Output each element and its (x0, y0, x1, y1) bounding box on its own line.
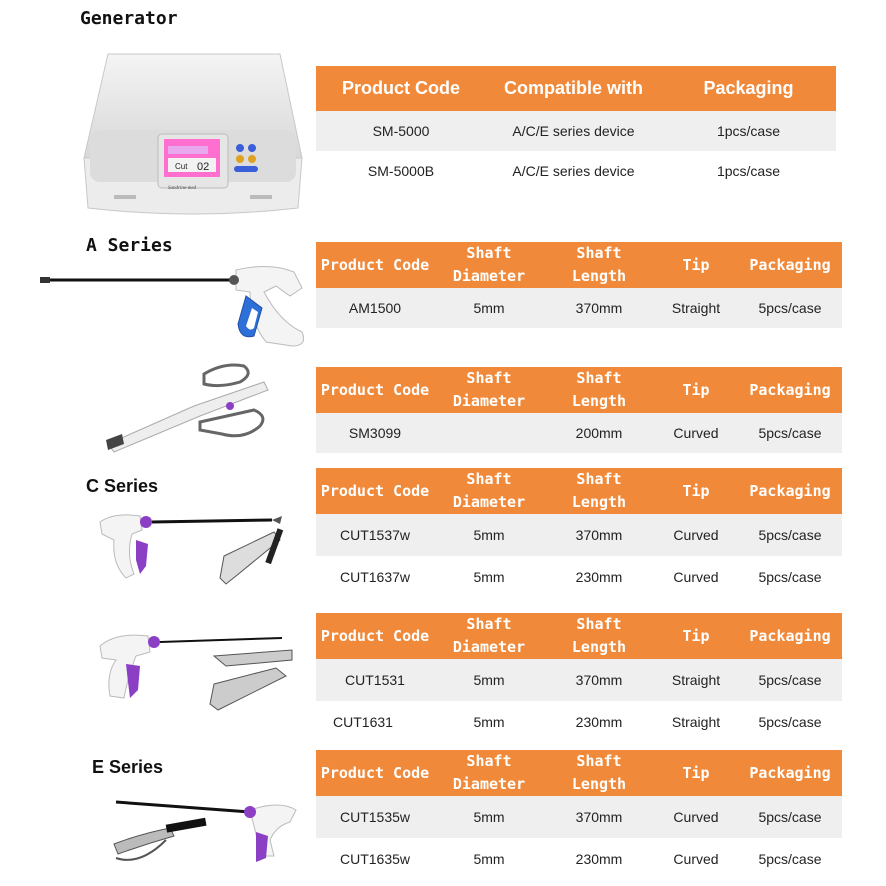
hdr-shaft: Shaft (466, 752, 512, 770)
cell-length: 370mm (575, 809, 623, 825)
hdr-diameter: Diameter (452, 267, 526, 285)
cell-code: CUT1637w (339, 569, 411, 585)
hdr-shaft: Shaft (576, 615, 622, 633)
sm-scissors-image (104, 360, 280, 460)
hdr-shaft: Shaft (576, 752, 622, 770)
col-shaft-length (544, 367, 654, 413)
col-packaging: Packaging (703, 78, 794, 98)
cell-diameter: 5mm (473, 672, 505, 688)
hdr-shaft: Shaft (466, 369, 512, 387)
cell-pack: 5pcs/case (758, 672, 822, 688)
cell-pack: 5pcs/case (758, 569, 822, 585)
cell-length: 230mm (575, 569, 623, 585)
col-product-code: Product Code (320, 626, 430, 645)
cell-pack: 5pcs/case (758, 425, 822, 441)
generator-display-label: Cut (175, 162, 188, 171)
col-compatible-with: Compatible with (504, 78, 643, 98)
col-tip: Tip (682, 255, 710, 274)
col-packaging: Packaging (749, 763, 831, 782)
table-row (316, 111, 836, 151)
table-row (316, 838, 842, 880)
hdr-diameter: Diameter (452, 493, 526, 511)
generator-image (80, 48, 306, 218)
cell-code: CUT1531 (345, 672, 405, 688)
col-shaft-diameter (434, 750, 544, 796)
cell-code: CUT1537w (339, 527, 411, 543)
cell-pack: 5pcs/case (758, 851, 822, 867)
col-packaging: Packaging (749, 255, 831, 274)
cell-length: 370mm (575, 527, 623, 543)
c-series-device-image-2 (96, 626, 296, 714)
cell-diameter: 5mm (473, 300, 505, 316)
e-series-table (316, 750, 842, 880)
c-series-title: C Series (86, 476, 159, 496)
col-packaging: Packaging (749, 626, 831, 645)
table-row (316, 556, 842, 598)
col-tip: Tip (682, 380, 710, 399)
cell-code: SM-5000 (372, 123, 430, 139)
cell-pack: 5pcs/case (758, 527, 822, 543)
hdr-shaft: Shaft (576, 369, 622, 387)
cell-compat: A/C/E series device (512, 163, 635, 179)
col-shaft-diameter (434, 242, 544, 288)
hdr-shaft: Shaft (576, 470, 622, 488)
a-series-table (316, 242, 842, 328)
hdr-length: Length (571, 638, 627, 656)
cell-diameter: 5mm (473, 527, 505, 543)
hdr-length: Length (571, 775, 627, 793)
cell-length: 230mm (575, 714, 623, 730)
cell-tip: Curved (673, 425, 719, 441)
cell-length: 370mm (575, 300, 623, 316)
hdr-diameter: Diameter (452, 638, 526, 656)
table-row (316, 151, 836, 191)
cell-pack: 5pcs/case (758, 714, 822, 730)
c-series-table-2 (316, 613, 842, 743)
col-product-code: Product Code (320, 763, 430, 782)
col-packaging: Packaging (749, 380, 831, 399)
col-shaft-diameter (434, 613, 544, 659)
cell-diameter: 5mm (473, 851, 505, 867)
col-product-code: Product Code (320, 380, 430, 399)
hdr-shaft: Shaft (466, 244, 512, 262)
cell-tip: Straight (671, 672, 721, 688)
cell-code: SM-5000B (367, 163, 435, 179)
col-tip: Tip (682, 626, 710, 645)
cell-tip: Curved (673, 569, 719, 585)
cell-compat: A/C/E series device (512, 123, 635, 139)
col-shaft-length (544, 613, 654, 659)
e-series-device-image (110, 796, 300, 880)
hdr-diameter: Diameter (452, 392, 526, 410)
a-series-title: A Series (86, 235, 173, 256)
cell-length: 230mm (575, 851, 623, 867)
hdr-shaft: Shaft (576, 244, 622, 262)
col-tip: Tip (682, 763, 710, 782)
c-series-device-image-1 (96, 504, 296, 590)
cell-code: CUT1635w (339, 851, 411, 867)
cell-code: CUT1535w (339, 809, 411, 825)
col-product-code: Product Code (341, 78, 460, 98)
cell-length: 200mm (575, 425, 623, 441)
hdr-length: Length (571, 493, 627, 511)
hdr-diameter: Diameter (452, 775, 526, 793)
col-tip: Tip (682, 481, 710, 500)
col-shaft-length (544, 468, 654, 514)
col-shaft-length (544, 242, 654, 288)
cell-pack: 5pcs/case (758, 809, 822, 825)
sm-table (316, 367, 842, 453)
generator-brand: Sandrine-med (168, 186, 197, 191)
hdr-length: Length (571, 392, 627, 410)
col-shaft-length (544, 750, 654, 796)
hdr-shaft: Shaft (466, 470, 512, 488)
cell-pack: 1pcs/case (716, 163, 781, 179)
cell-tip: Straight (671, 714, 721, 730)
generator-title: Generator (80, 8, 178, 29)
cell-length: 370mm (575, 672, 623, 688)
table-row (316, 514, 842, 556)
generator-table (316, 66, 836, 191)
a-series-device-image (40, 262, 306, 350)
cell-diameter: 5mm (473, 809, 505, 825)
generator-display-value: 02 (197, 161, 210, 173)
cell-tip: Curved (673, 527, 719, 543)
hdr-shaft: Shaft (466, 615, 512, 633)
col-shaft-diameter (434, 367, 544, 413)
c-series-table-1 (316, 468, 842, 598)
table-row (316, 413, 842, 453)
table-row (316, 796, 842, 838)
cell-tip: Curved (673, 851, 719, 867)
col-product-code: Product Code (320, 255, 430, 274)
table-row (316, 288, 842, 328)
cell-diameter: 5mm (473, 569, 505, 585)
cell-code: AM1500 (348, 300, 402, 316)
col-product-code: Product Code (320, 481, 430, 500)
table-row (316, 701, 842, 743)
table-row (316, 659, 842, 701)
cell-pack: 5pcs/case (758, 300, 822, 316)
cell-tip: Straight (671, 300, 721, 316)
col-shaft-diameter (434, 468, 544, 514)
cell-tip: Curved (673, 809, 719, 825)
cell-pack: 1pcs/case (716, 123, 781, 139)
col-packaging: Packaging (749, 481, 831, 500)
cell-code: CUT1631 (333, 714, 393, 730)
cell-diameter: 5mm (473, 714, 505, 730)
cell-code: SM3099 (348, 425, 402, 441)
e-series-title: E Series (92, 757, 164, 777)
hdr-length: Length (571, 267, 627, 285)
